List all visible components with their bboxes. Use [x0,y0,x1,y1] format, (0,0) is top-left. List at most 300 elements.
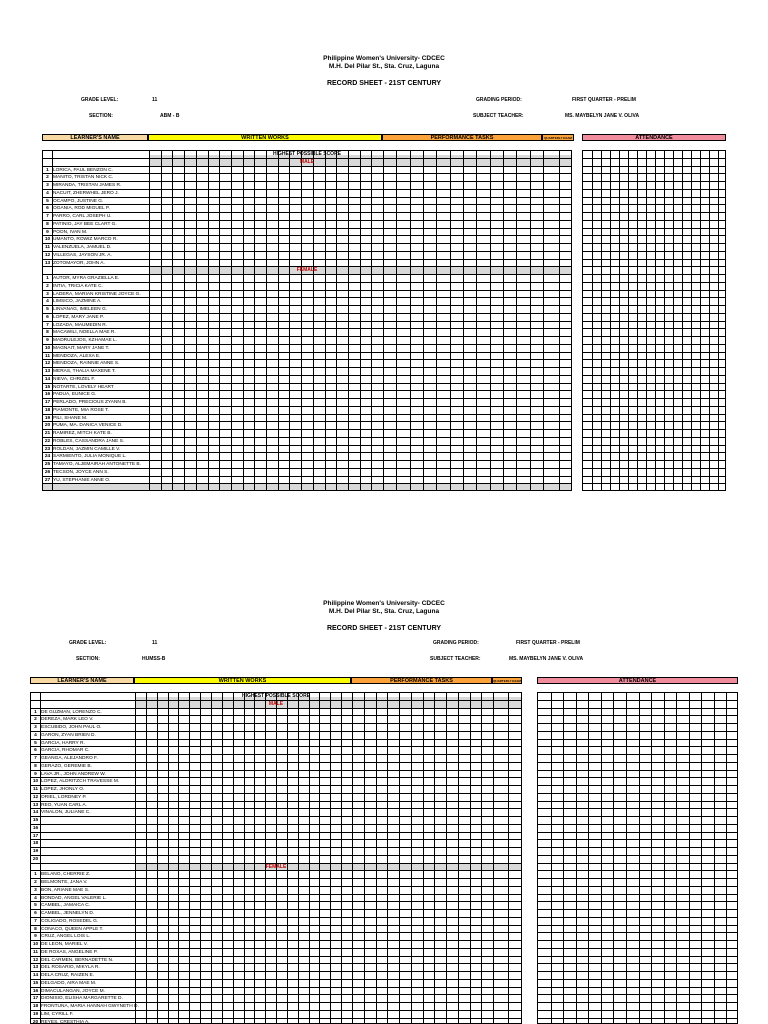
student-number: 16 [32,825,39,831]
student-number: 1 [34,709,37,715]
student-row [43,345,571,353]
attendance-row [538,864,737,872]
learners-name-header: LEARNER'S NAME [30,677,134,684]
attendance-row [538,840,737,848]
attendance-row [538,895,737,903]
section-label: SECTION: [76,656,100,662]
student-number: 20 [32,1019,39,1024]
student-number: 7 [34,918,37,924]
male-group-row [31,701,521,709]
student-number: 11 [44,353,51,359]
student-row [43,322,571,330]
attendance-row [538,740,737,748]
attendance-row [538,933,737,941]
student-row [31,833,521,841]
student-number: 2 [34,880,37,885]
student-row [43,236,571,244]
attendance-row [538,918,737,926]
highest-possible-score-row [43,151,571,159]
attendance-row [538,902,737,910]
student-number: 26 [44,469,51,475]
attendance-row [538,1003,737,1011]
student-row [31,825,521,833]
student-row [43,252,571,260]
student-row [43,446,571,454]
performance-tasks-header: PERFORMANCE TASKS [382,134,542,141]
student-row [31,1011,521,1019]
student-row [31,980,521,988]
attendance-row [583,407,725,415]
student-number: 7 [34,756,37,761]
student-number: 12 [44,361,51,367]
student-row [43,205,571,213]
student-name: BELMONTE, JANA V. [41,880,88,885]
student-number: 17 [32,833,39,839]
attendance-row [538,825,737,833]
attendance-row [538,771,737,779]
attendance-row [583,252,725,260]
student-row [43,461,571,469]
attendance-row [538,778,737,786]
student-number: 13 [32,802,39,808]
student-row [31,709,521,717]
attendance-row [538,786,737,794]
student-number: 19 [44,415,51,421]
student-number: 22 [44,438,51,444]
student-name: COLIGADO, ROSEDEL G. [41,918,99,924]
attendance-row [583,415,725,423]
student-name: NACUIT, ZHERWHEL JERO J. [53,190,119,196]
student-name: GARON, ZYAN BRIEN D. [41,732,96,738]
student-name: MIRANDA, TRISTAN JAMES R. [53,183,122,188]
attendance-row [583,213,725,221]
student-number: 8 [34,763,37,769]
student-row [31,716,521,724]
student-row [31,802,521,810]
student-name: MENDOZA, RAINNIE ANNE S. [53,361,120,367]
student-number: 10 [44,237,51,243]
student-number: 3 [34,887,37,893]
student-name: DE ROXAS, ANGELINE P. [41,949,98,955]
attendance-row [583,368,725,376]
student-number: 11 [32,787,39,792]
student-name: ROLDAN, JAZMIN CAMILLE V. [53,446,121,452]
student-number: 3 [34,725,37,730]
student-row [31,995,521,1003]
student-row [31,840,521,848]
attendance-row [583,376,725,384]
student-row [31,871,521,879]
attendance-row [583,260,725,268]
student-number: 9 [46,229,49,235]
student-name: LADERA, MARIAN KRISTINE JOYCE G. [53,291,141,297]
student-row [43,360,571,368]
attendance-row [583,198,725,206]
student-name: PADUA, EUNICE G. [53,392,97,398]
student-row [43,174,571,182]
student-row [43,438,571,446]
school-address: M.H. Del Pilar St., Sta. Cruz, Laguna [328,63,440,70]
student-number: 15 [44,384,51,390]
student-number: 4 [34,732,37,738]
attendance-row [538,879,737,887]
attendance-row [583,337,725,345]
attendance-row [583,267,725,275]
student-row [43,391,571,399]
student-row [31,988,521,996]
attendance-row [583,306,725,314]
student-number: 4 [46,190,49,196]
student-row [31,964,521,972]
grade-level-value: 11 [152,640,158,646]
student-row [31,778,521,786]
student-row [43,275,571,283]
female-group-row [43,267,571,275]
school-name: Philippine Women's University- CDCEC [323,600,445,607]
student-row [31,724,521,732]
student-name: BONDAD, ANGEL VALERIE L. [41,895,107,901]
attendance-row [583,453,725,461]
attendance-row [538,809,737,817]
school-address: M.H. Del Pilar St., Sta. Cruz, Laguna [328,608,440,615]
student-number: 8 [46,221,49,227]
attendance-row [538,724,737,732]
attendance-row [583,329,725,337]
student-name: MACAWILI, NOELLA MAE R. [53,330,116,336]
attendance-row [583,461,725,469]
student-number: 2 [46,283,49,289]
grading-period-label: GRADING PERIOD: [433,640,479,646]
student-name: PARRO, CARL JOSEPH U. [53,214,112,219]
attendance-row [583,151,725,159]
student-number: 15 [32,818,39,823]
student-number: 14 [32,810,39,816]
student-row [31,740,521,748]
student-number: 2 [34,717,37,723]
student-row [43,298,571,306]
student-row [43,260,571,268]
student-row [31,895,521,903]
student-row [43,477,571,485]
attendance-row [583,298,725,306]
attendance-row [538,988,737,996]
subject-teacher-value: MS. MAYBELYN JANE V. OLIVA [509,656,584,662]
attendance-row [583,469,725,477]
attendance-row [538,755,737,763]
attendance-row [583,159,725,167]
student-row [43,229,571,237]
student-number: 17 [44,400,51,405]
student-row [43,384,571,392]
student-name: LOPEZ, ALDRITZCH TRAVESSE M. [41,779,120,785]
student-number: 1 [34,872,37,878]
student-row [31,747,521,755]
student-name: LOZADA, MAUMEDIN R. [53,322,108,328]
female-group-row [31,864,521,872]
student-name: PUMA, MA. DANICA VENICE D. [53,423,123,429]
student-number: 14 [44,376,51,382]
attendance-row [538,941,737,949]
student-name: ROBLES, CASSANDRA JANE S. [53,438,125,444]
attendance-row [583,360,725,368]
attendance-grid [537,692,738,1024]
attendance-row [583,438,725,446]
attendance-row [583,399,725,407]
student-number: 20 [32,856,39,862]
attendance-row [538,957,737,965]
student-row [31,941,521,949]
student-row [31,755,521,763]
student-number: 4 [34,895,37,901]
grade-level-value: 11 [152,97,158,103]
score-table [30,692,522,1024]
student-number: 1 [46,167,49,173]
student-name: REYES, CRESTHIA A. [41,1019,90,1024]
student-number: 5 [34,903,37,909]
student-number: 2 [46,175,49,181]
student-number: 16 [44,392,51,398]
student-number: 23 [44,446,51,452]
student-name: MENDOZA, ALEXA E. [53,353,101,359]
student-name: PILI, SHANE M. [53,415,88,421]
student-name: LOPEZ, JHONLY O. [41,787,85,792]
attendance-row [583,422,725,430]
student-name: OGANIA, ROD MIGUEL P. [53,206,110,212]
student-name: GARCIA, RHOMAR C. [41,748,90,754]
attendance-row [538,848,737,856]
student-number: 1 [46,276,49,281]
student-name: ZOTOMAYOR, JOHN A. [53,260,105,266]
student-number: 6 [46,206,49,212]
attendance-row [538,747,737,755]
attendance-row [538,926,737,934]
student-name: OCAMPO, JUSTINE G. [53,198,104,204]
attendance-row [583,314,725,322]
student-name: DE LEON, MARIEL V. [41,942,88,947]
student-name: ESCUBIDO, JOHN PAUL O. [41,725,102,730]
student-number: 6 [46,314,49,320]
student-name: BON, ARIANE MAE S. [41,887,90,893]
attendance-row [538,763,737,771]
student-row [43,213,571,221]
student-number: 12 [44,252,51,258]
student-row [43,407,571,415]
performance-tasks-header: PERFORMANCE TASKS [351,677,492,684]
learners-name-header: LEARNER'S NAME [42,134,148,141]
attendance-row [538,794,737,802]
subject-teacher-label: SUBJECT TEACHER: [473,113,524,119]
student-name: CRUZ, ANGEL LOIS L. [41,934,91,940]
student-number: 3 [46,183,49,188]
student-row [31,771,521,779]
student-number: 18 [44,407,51,413]
written-works-header: WRITTEN WORKS [134,677,351,684]
attendance-row [538,972,737,980]
attendance-row [583,190,725,198]
student-row [31,732,521,740]
record-sheet-title: RECORD SHEET - 21ST CENTURY [326,625,442,632]
grading-period-value: FIRST QUARTER - PRELIM [516,640,580,646]
attendance-row [583,391,725,399]
student-name: LOPEZ, MARY JANE P. [53,314,104,320]
student-number: 8 [34,926,37,932]
student-name: GARCIA, HARRY R. [41,740,85,746]
female-group-label: FEMALE [296,267,318,274]
student-number: 18 [32,841,39,847]
student-row [31,918,521,926]
student-name: NOTARTE, LOVELY HEART [53,384,114,390]
attendance-row [583,236,725,244]
student-name: LIM, CYRILL F. [41,1011,74,1017]
student-number: 5 [46,307,49,312]
student-number: 15 [32,980,39,986]
attendance-row [538,716,737,724]
student-number: 5 [46,198,49,204]
student-number: 10 [44,345,51,351]
attendance-row [538,732,737,740]
quarterly-exam-header: QUARTERLY EXAM [493,679,521,683]
student-name: CONACO, QUEEN APPLE T. [41,926,104,932]
grade-level-label: GRADE LEVEL: [81,97,119,103]
student-number: 24 [44,454,51,460]
student-row [43,399,571,407]
written-works-header: WRITTEN WORKS [148,134,382,141]
student-row [31,1003,521,1011]
student-name: SARMIENTO, JULIA MONIQUE L. [53,454,127,460]
student-row [43,368,571,376]
attendance-row [583,167,725,175]
student-row [43,283,571,291]
student-number: 25 [44,462,51,467]
student-name: LORICA, PAUL BENZON C. [53,167,113,173]
student-name: GEANGA, ALEJANDRO F. [41,756,98,761]
student-number: 8 [46,330,49,336]
student-row [31,1019,521,1024]
student-name: MERAS, THALIA MAXENE T. [53,369,116,374]
student-name: DIONISIO, ELISHA MARGARETTE D. [41,996,123,1002]
student-name: DEL CARMEN, BERNADETTE N. [41,957,114,963]
student-name: FRONTUNA, MARIA HANNAH GWYNETH D. [41,1004,139,1009]
student-row [31,902,521,910]
student-row [43,314,571,322]
attendance-row [538,693,737,701]
student-row [31,786,521,794]
student-name: PIAMONTE, MIA ROSE T. [53,407,109,413]
highest-possible-score-row [31,693,521,701]
student-row [43,198,571,206]
attendance-row [538,1011,737,1019]
student-row [43,430,571,438]
student-name: YU, STEPHANIE ANNE O. [53,477,111,483]
attendance-row [538,802,737,810]
attendance-row [583,205,725,213]
student-row [31,817,521,825]
attendance-row [583,291,725,299]
section-label: SECTION: [89,113,113,119]
subject-teacher-label: SUBJECT TEACHER: [430,656,481,662]
student-row [43,190,571,198]
student-number: 10 [32,779,39,785]
student-row [43,353,571,361]
student-name: DEREZA, MARK LEO V. [41,717,94,723]
student-row [43,376,571,384]
student-row [31,809,521,817]
attendance-row [583,182,725,190]
student-name: REO, YUAN CARL A. [41,802,87,808]
student-row [43,167,571,175]
student-name: TECSON, JOYCE ANN S. [53,469,109,475]
student-number: 11 [32,949,39,955]
male-group-row [43,159,571,167]
student-name: MADRULEJOS, KZHAMAE L. [53,338,117,343]
grading-period-value: FIRST QUARTER - PRELIM [572,97,636,103]
student-name: DELA CRUZ, RAIZEN E. [41,973,95,978]
student-number: 3 [46,291,49,297]
student-number: 9 [34,934,37,940]
student-number: 10 [32,942,39,947]
attendance-header: ATTENDANCE [582,134,726,141]
attendance-row [583,322,725,330]
student-row [31,972,521,980]
attendance-row [538,817,737,825]
student-name: AUTOR, MYRA GRAZIELLA E. [53,276,120,281]
attendance-row [538,871,737,879]
male-group-label: MALE [268,700,284,707]
student-row [43,244,571,252]
attendance-row [583,174,725,182]
student-number: 21 [44,431,51,436]
attendance-row [538,856,737,864]
student-row [31,763,521,771]
attendance-row [583,384,725,392]
student-row [31,848,521,856]
attendance-header: ATTENDANCE [537,677,738,684]
hps-label: HIGHEST POSSIBLE SCORE [241,693,311,699]
female-group-label: FEMALE [265,863,287,870]
student-row [43,415,571,423]
grading-period-label: GRADING PERIOD: [476,97,522,103]
student-row [43,337,571,345]
attendance-row [583,353,725,361]
student-name: MANITO, TRISTAN NICK C. [53,175,114,181]
student-number: 17 [32,996,39,1002]
student-row [31,957,521,965]
attendance-row [583,221,725,229]
student-name: VILLEGAS, JAYSON JR. A. [53,252,112,258]
grade-level-label: GRADE LEVEL: [69,640,107,646]
student-name: VALENZUELA, JAMUEL D. [53,245,112,250]
attendance-row [538,910,737,918]
student-name: LAVA JR., JOHN ANDREW W. [41,771,106,777]
student-number: 4 [46,299,49,305]
student-number: 9 [34,771,37,777]
student-name: INTIA, TRICIA KATE C. [53,283,103,289]
student-name: PATINIO, JAY BEE CLART G. [53,221,117,227]
student-number: 6 [34,911,37,916]
subject-teacher-value: MS. MAYBELYN JANE V. OLIVA [565,113,640,119]
school-name: Philippine Women's University- CDCEC [323,55,445,62]
attendance-row [583,446,725,454]
student-row [31,949,521,957]
student-name: LIMSICO, JAZMINE A. [53,299,102,305]
student-row [43,182,571,190]
student-row [43,291,571,299]
quarterly-exam-header: QUARTERLY EXAM [542,134,574,141]
attendance-row [538,995,737,1003]
student-number: 18 [32,1004,39,1009]
section-value: HUMSS-B [142,656,166,662]
student-name: ORIEL, LORDNEY P. [41,794,87,800]
